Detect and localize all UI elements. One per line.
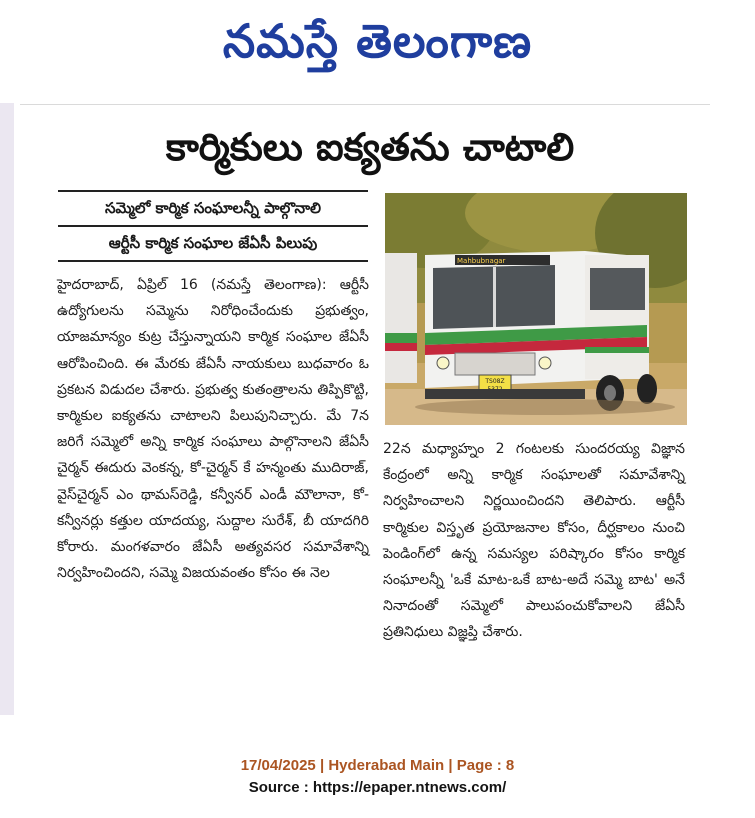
article-headline: కార్మికులు ఐక్యతను చాటాలి — [165, 125, 575, 169]
article-body-left-column: హైదరాబాద్, ఏప్రిల్ 16 (నమస్తే తెలంగాణ): ఆర్టీసీ ఉద్యోగులను సమ్మెను నిరోధించేందుకు ప్రభుత్వం, యాజమాన్యం కుట్ర చేస్తున్నాయని కార్మిక సంఘాల జేఏసీ ఆరోపించింది. ఈ మేరకు జేఏసీ నాయకులు బుధవారం ఓ ప్రకటన విడుదల చేశారు. ప్రభుత్వ కుతంత్రాలను తిప్పికొట్టి, కార్మికుల ఐక్యతను చాటాలని పిలుపునిచ్చారు. మే 7న జరిగే సమ్మెలో అన్ని కార్మిక సంఘాలు పాల్గొనాలని జేఏసీ చైర్మన్ ఈదురు వెంకన్న, కో-చైర్మన్ కే హన్మంతు ముదిరాజ్, వైస్‌చైర్మన్ ఎం థామస్‌రెడ్డి, కన్వీనర్ ఎండీ మౌలానా, కో-కన్వీనర్లు కత్తుల యాదయ్య, సుద్దాల సురేశ్, బీ యాదగిరి కోరారు. మంగళవారం జేఏసీ అత్యవసర సమావేశాన్ని నిర్వహించిందని, సమ్మె విజయవంతం కోసం ఈ నెల — [57, 277, 369, 582]
source-info — [0, 779, 755, 796]
article-subheading-2: ఆర్టీసీ కార్మిక సంఘాల జేఏసీ పిలుపు — [58, 227, 368, 262]
source-label: Source : — [248, 779, 309, 796]
article-subheading-1: సమ్మెలో కార్మిక సంఘాలన్నీ పాల్గొనాలి — [58, 190, 368, 227]
edition-page: Page : 8 — [456, 757, 515, 774]
number-plate-line-1: TS08Z — [485, 378, 505, 385]
bus-photo — [385, 193, 687, 425]
edition-name: Hyderabad Main — [328, 757, 445, 774]
article-body-right-column: 22న మధ్యాహ్నం 2 గంటలకు సుందరయ్య విజ్ఞాన కేంద్రంలో అన్ని కార్మిక సంఘాలతో సమావేశాన్ని నిర్వహించాలని నిర్ణయించిందని తెలిపారు. ఆర్టీసీ కార్మికుల విస్తృత ప్రయోజనాల కోసం, దీర్ఘకాలం నుంచి పెండింగ్‌లో ఉన్న సమస్యల పరిష్కారం కోసం కార్మిక సంఘాలన్నీ 'ఒకే మాట-ఒకే బాట-అదే సమ్మె బాట' అనే నినాదంతో సమ్మెలో పాలుపంచుకోవాలని జేఏసీ ప్రతినిధులు విజ్ఞప్తి చేశారు. — [383, 441, 685, 641]
edition-date: 17/04/2025 — [240, 757, 316, 774]
source-link[interactable]: https://epaper.ntnews.com/ — [312, 779, 507, 796]
masthead-divider — [20, 104, 710, 105]
newspaper-masthead: నమస్తే తెలంగాణ — [222, 14, 533, 68]
page-side-strip — [0, 103, 14, 715]
edition-info: 17/04/2025 | Hyderabad Main | Page : 8 — [240, 757, 515, 774]
bus-destination-board: Mahbubnagar — [457, 257, 506, 265]
bus-photo-illustration — [385, 193, 687, 425]
